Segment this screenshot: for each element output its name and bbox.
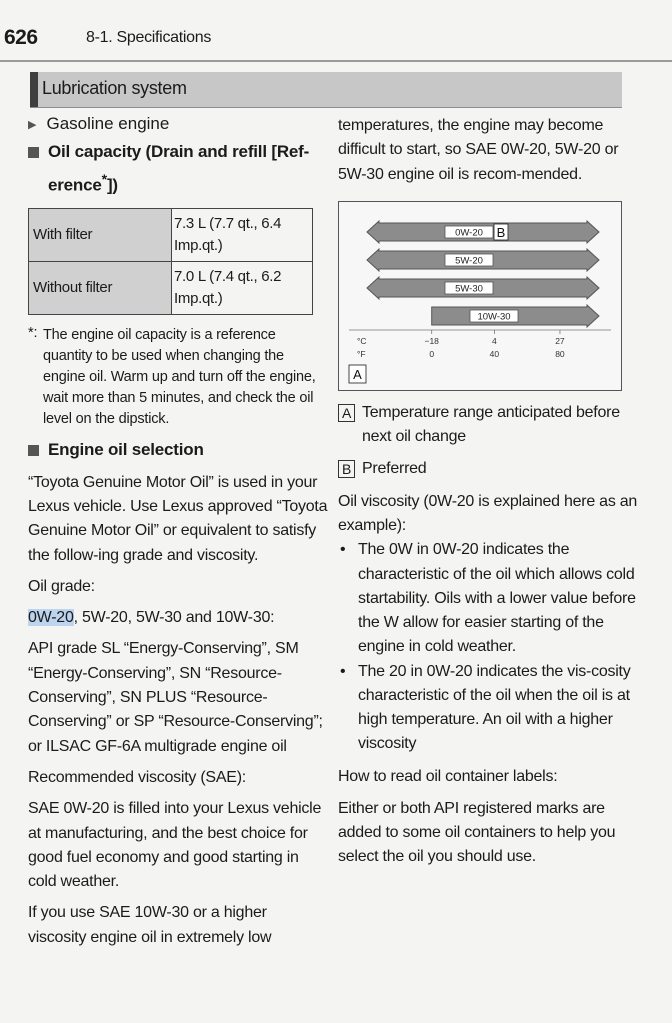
highlighted-grade: 0W-20 xyxy=(28,609,74,627)
oil-capacity-footnote-mark: * xyxy=(101,172,107,188)
range-letter: A xyxy=(353,366,362,382)
oil-grade-label: Oil grade: xyxy=(28,577,95,595)
viscosity-label: Recommended viscosity (SAE): xyxy=(28,768,246,786)
table-cell-label: With filter xyxy=(29,208,172,261)
legend-b-box: B xyxy=(338,460,355,478)
bullet-icon: • xyxy=(340,662,346,680)
oil-selection-heading-text: Engine oil selection xyxy=(48,439,204,459)
bullet-text: The 20 in 0W-20 indicates the vis-cosity characteristic of the oil when the oil is at high temperature. An oil with a higher viscosity xyxy=(358,662,631,753)
labels-heading: How to read oil container labels: xyxy=(338,768,558,786)
oil-selection-text: “Toyota Genuine Motor Oil” is used in your Lexus vehicle. Use Lexus approved “Toyota Genuine Motor Oil” or equivalent to satisfy the follow-ing grade and viscosity. xyxy=(28,473,328,564)
capacity-footnote xyxy=(28,325,328,430)
tick-label-c: −18 xyxy=(424,335,439,346)
engine-type-row xyxy=(28,114,328,134)
footnote-mark: *: xyxy=(28,324,38,341)
oil-capacity-heading-close: ]) xyxy=(106,175,118,195)
viscosity-chart-svg xyxy=(339,202,621,390)
axis-unit-c: °C xyxy=(357,335,367,346)
footnote-text: The engine oil capacity is a reference quantity to be used when changing the engine oil. Warm up and turn off the engine, wait more than 5 minutes, and check the oil level on the dipstick. xyxy=(43,326,316,427)
tick-label-c: 27 xyxy=(555,335,565,346)
oil-grade-rest: , 5W-20, 5W-30 and 10W-30: xyxy=(73,609,275,627)
capacity-table xyxy=(28,208,313,315)
table-cell-value: 7.0 L (7.4 qt., 6.2 Imp.qt.) xyxy=(172,261,313,314)
tick-label-f: 80 xyxy=(555,348,565,359)
page-header xyxy=(0,0,672,62)
series-label: 5W-30 xyxy=(455,283,483,295)
table-row xyxy=(29,208,313,261)
bullet-text: The 0W in 0W-20 indicates the characteristic of the oil which allows cold startability. Oils with a lower value before the W allow for easier starting of the engine in cold weather. xyxy=(358,541,636,656)
oil-selection-heading xyxy=(28,436,328,464)
tick-label-f: 0 xyxy=(429,348,435,359)
legend-a-box: A xyxy=(338,404,355,422)
table-cell-label: Without filter xyxy=(29,261,172,314)
square-bullet-icon xyxy=(28,147,39,158)
legend-a-text: Temperature range anticipated before next oil change xyxy=(362,403,620,445)
square-bullet-icon xyxy=(28,445,39,456)
list-item xyxy=(338,538,638,659)
series-label: 10W-30 xyxy=(477,311,511,323)
page-title: Lubrication system xyxy=(42,78,187,98)
labels-text: Either or both API registered marks are added to some oil containers to help you select the oil you should use. xyxy=(338,799,616,866)
continued-text: temperatures, the engine may become difficult to start, so SAE 0W-20, 5W-20 or 5W-30 engine oil is recom-mended. xyxy=(338,117,619,183)
tick-label-f: 40 xyxy=(489,348,500,359)
axis-unit-f: °F xyxy=(357,348,366,359)
viscosity-text: SAE 0W-20 is filled into your Lexus vehicle at manufacturing, and the best choice for good fuel economy and good starting in cold weather. xyxy=(28,800,322,891)
title-bar-accent xyxy=(30,72,38,107)
table-cell-value: 7.3 L (7.7 qt., 6.4 Imp.qt.) xyxy=(172,208,313,261)
table-row xyxy=(29,261,313,314)
engine-type: Gasoline engine xyxy=(46,114,170,133)
legend-b xyxy=(338,457,638,481)
section-title: 8-1. Specifications xyxy=(86,29,212,46)
preferred-letter: B xyxy=(496,224,506,240)
title-bar xyxy=(30,72,622,108)
oil-grade-list xyxy=(28,606,328,630)
list-item xyxy=(338,660,638,757)
legend-b-text: Preferred xyxy=(362,459,427,477)
right-column xyxy=(338,112,638,870)
triangle-bullet-icon: ▶ xyxy=(28,118,37,131)
viscosity-chart xyxy=(338,201,622,391)
page-number: 626 xyxy=(4,26,38,49)
bullet-icon: • xyxy=(340,541,346,559)
low-temp-text: If you use SAE 10W-30 or a higher viscosity engine oil in extremely low xyxy=(28,904,272,946)
legend-a xyxy=(338,401,638,449)
oil-capacity-heading xyxy=(28,138,328,200)
viscosity-intro: Oil viscosity (0W-20 is explained here as an example): xyxy=(338,492,638,535)
oil-capacity-heading-text: Oil capacity (Drain and refill [Ref-erence xyxy=(48,142,310,195)
left-column xyxy=(28,112,328,950)
tick-label-c: 4 xyxy=(492,335,497,346)
series-label: 0W-20 xyxy=(455,227,483,239)
series-label: 5W-20 xyxy=(455,255,483,267)
api-grade-text: API grade SL “Energy-Conserving”, SM “Energy-Conserving”, SN “Resource-Conserving”, SN PLUS “Resource-Conserving” or SP “Resource-Conserving”; or ILSAC GF-6A multigrade engine oil xyxy=(28,640,323,755)
